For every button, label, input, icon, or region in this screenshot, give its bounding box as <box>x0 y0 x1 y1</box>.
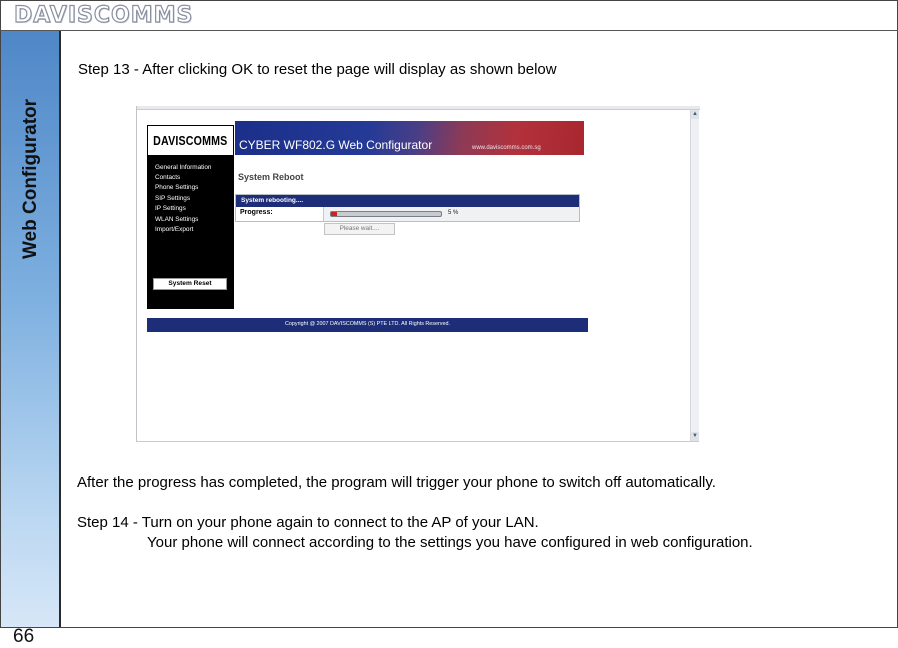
progress-cell <box>323 207 579 221</box>
status-header <box>236 195 579 207</box>
browser-screenshot <box>136 106 699 442</box>
banner-title: CYBER WF802.G Web Configurator <box>239 138 433 152</box>
header-banner <box>235 121 584 155</box>
progress-label: Progress: <box>240 209 273 216</box>
brand-text: DAVISCOMMS <box>14 2 194 28</box>
reboot-status-panel <box>235 194 580 222</box>
after-progress-text: After the progress has completed, the program will trigger your phone to switch off automatically. <box>77 474 716 491</box>
footer-copyright: Copyright @ 2007 DAVISCOMMS (S) PTE LTD. All Rights Reserved. <box>285 321 450 327</box>
menu-item-general-information[interactable]: General Information <box>155 164 212 171</box>
progress-fill <box>331 212 337 216</box>
scroll-down-icon[interactable]: ▼ <box>692 433 698 439</box>
page-number: 66 <box>13 626 35 647</box>
menu-item-phone-settings[interactable]: Phone Settings <box>155 184 199 191</box>
header-divider <box>0 30 898 31</box>
banner-url[interactable]: www.daviscomms.com.sg <box>472 145 541 151</box>
vertical-scrollbar[interactable] <box>690 110 699 441</box>
brand-logo <box>14 2 193 28</box>
menu-item-contacts[interactable]: Contacts <box>155 174 181 181</box>
menu-item-wlan-settings[interactable]: WLAN Settings <box>155 216 199 223</box>
sidebar <box>1 31 61 647</box>
menu-item-ip-settings[interactable]: IP Settings <box>155 205 186 212</box>
please-wait-button[interactable]: Please wait.... <box>324 223 395 235</box>
scroll-up-icon[interactable]: ▲ <box>692 111 698 117</box>
status-header-text: System rebooting.... <box>241 197 304 204</box>
footer-bar <box>147 318 588 332</box>
menu-item-sip-settings[interactable]: SIP Settings <box>155 195 191 202</box>
progress-percent: 5 % <box>448 210 459 216</box>
logo-text: DAVISCOMMS <box>153 133 228 148</box>
step-14-text: Step 14 - Turn on your phone again to connect to the AP of your LAN. <box>77 514 539 531</box>
system-reboot-heading: System Reboot <box>238 172 304 182</box>
daviscomms-logo <box>147 125 234 156</box>
step-14-continuation: Your phone will connect according to the settings you have configured in web configuration. <box>147 534 753 551</box>
step-13-text: Step 13 - After clicking OK to reset the page will display as shown below <box>78 61 557 78</box>
section-title: Web Configurator <box>20 98 41 260</box>
menu-item-import-export[interactable]: Import/Export <box>155 226 194 233</box>
system-reset-button[interactable]: System Reset <box>153 278 227 290</box>
progress-bar <box>330 211 442 217</box>
browser-toolbar-strip <box>137 106 700 110</box>
nav-menu <box>147 156 234 309</box>
